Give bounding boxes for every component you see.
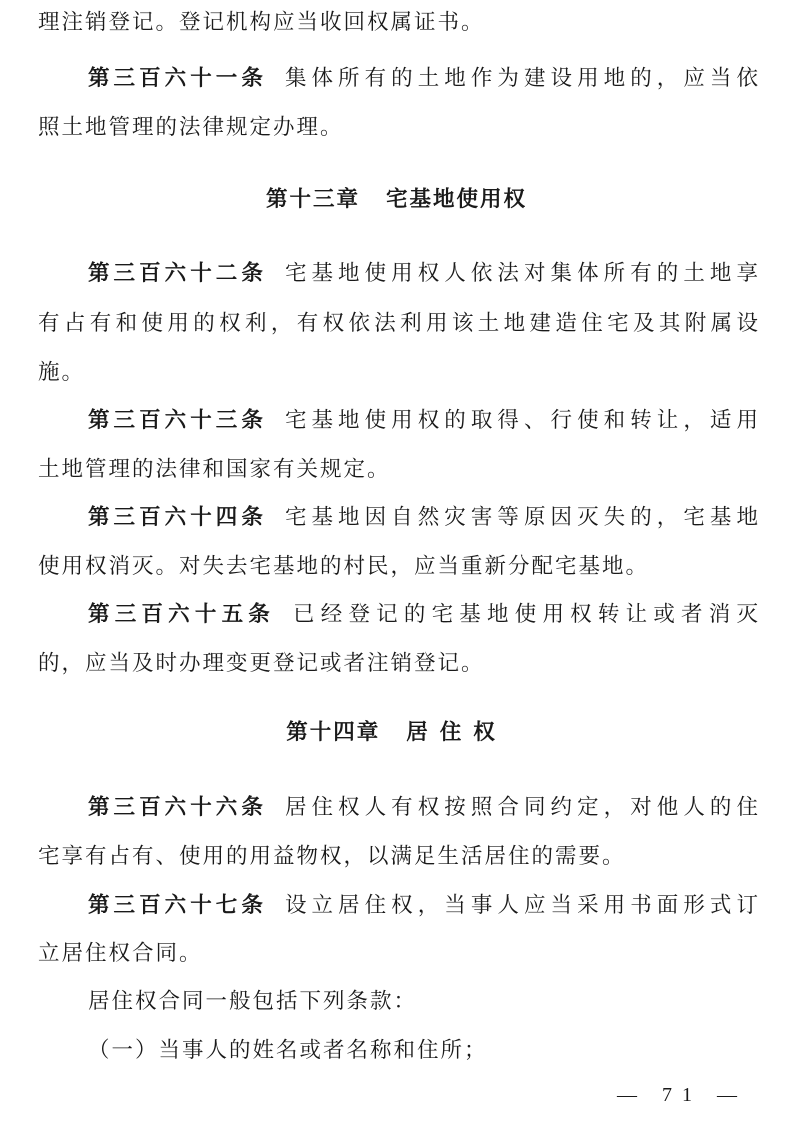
article-361-line	[88, 68, 760, 90]
text-line: 有占有和使用的权利，有权依法利用该土地建造住宅及其附属设	[38, 311, 760, 336]
text-line: 土地管理的法律和国家有关规定。	[38, 457, 391, 482]
article-text: 已经登记的宅基地使用权转让或者消灭	[293, 602, 760, 627]
chapter-title: 宅基地使用权	[386, 187, 528, 212]
text-line: 宅享有占有、使用的用益物权，以满足生活居住的需要。	[38, 844, 626, 869]
article-363-line	[88, 410, 760, 432]
chapter-heading	[0, 722, 793, 744]
article-number: 第三百六十六条	[88, 795, 267, 820]
article-365-line	[88, 604, 760, 626]
text-line: 的，应当及时办理变更登记或者注销登记。	[38, 651, 485, 676]
text-line: 理注销登记。登记机构应当收回权属证书。	[38, 10, 485, 35]
article-number: 第三百六十七条	[88, 893, 267, 918]
article-364-line	[88, 507, 760, 529]
chapter-heading	[0, 189, 793, 211]
text-line: 使用权消灭。对失去宅基地的村民，应当重新分配宅基地。	[38, 554, 650, 579]
article-366-line	[88, 797, 760, 819]
article-number: 第三百六十三条	[88, 408, 267, 433]
article-text: 集体所有的土地作为建设用地的，应当依	[284, 66, 760, 91]
clause-item: （一）当事人的姓名或者名称和住所；	[88, 1038, 488, 1063]
page-number: — 71 —	[617, 1084, 747, 1106]
chapter-number: 第十四章	[286, 720, 381, 745]
article-text: 宅基地使用权的取得、行使和转让，适用	[284, 408, 760, 433]
article-text: 居住权人有权按照合同约定，对他人的住	[284, 795, 760, 820]
article-362-line	[88, 263, 760, 285]
article-text: 宅基地使用权人依法对集体所有的土地享	[284, 261, 760, 286]
text-line: 施。	[38, 360, 86, 385]
text-line: 照土地管理的法律规定办理。	[38, 115, 344, 140]
text-line: 居住权合同一般包括下列条款：	[88, 989, 418, 1014]
article-number: 第三百六十二条	[88, 261, 267, 286]
text-line: 立居住权合同。	[38, 941, 203, 966]
chapter-title: 居住权	[406, 720, 507, 745]
article-number: 第三百六十五条	[88, 602, 276, 627]
chapter-number: 第十三章	[265, 187, 360, 212]
article-text: 设立居住权，当事人应当采用书面形式订	[284, 893, 760, 918]
article-text: 宅基地因自然灾害等原因灭失的，宅基地	[284, 505, 760, 530]
article-number: 第三百六十一条	[88, 66, 267, 91]
article-367-line	[88, 895, 760, 917]
article-number: 第三百六十四条	[88, 505, 267, 530]
